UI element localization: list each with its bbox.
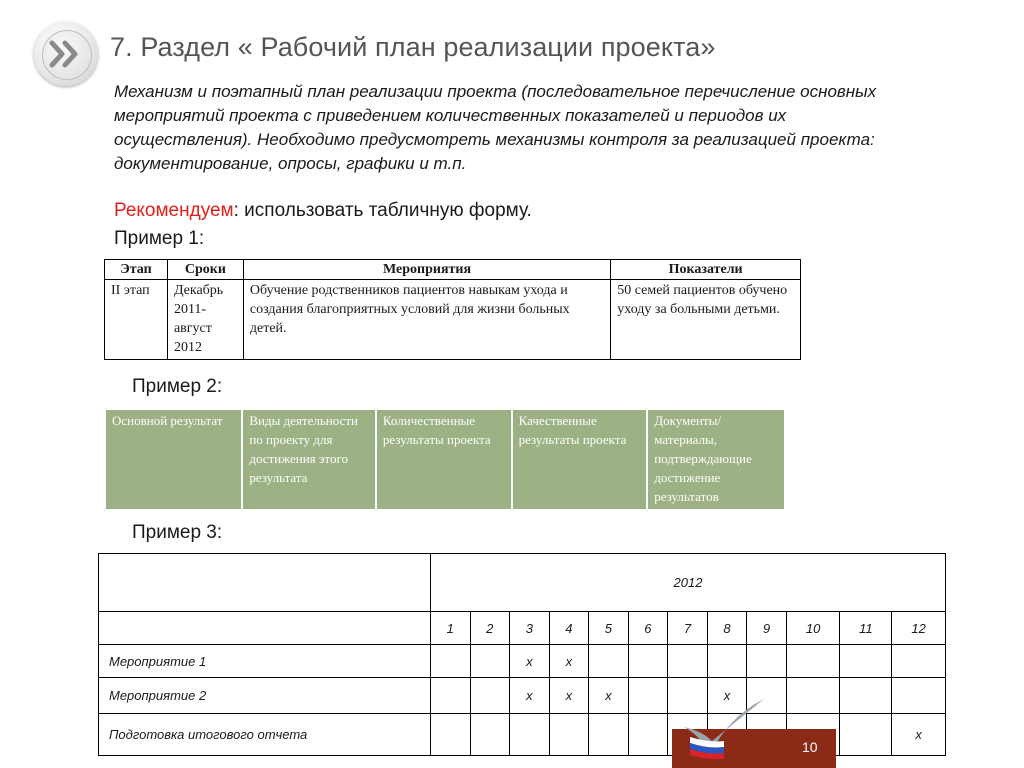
activity-label: Мероприятие 1 [99, 645, 431, 678]
empty-label-cell [99, 612, 431, 645]
schedule-cell [431, 645, 471, 678]
month-cell: 4 [549, 612, 589, 645]
month-cell: 3 [510, 612, 550, 645]
table-header-cell: Количественные результаты проекта [376, 409, 512, 510]
schedule-cell [892, 645, 946, 678]
activity-label: Подготовка итогового отчета [99, 714, 431, 756]
table-header-row [105, 260, 801, 280]
year-row [99, 554, 946, 612]
recommendation-text: : использовать табличную форму. [233, 200, 532, 221]
empty-corner-cell [99, 554, 431, 612]
table-header-cell: Виды деятельности по проекту для достижения этого результата [242, 409, 376, 510]
table-header-row [105, 409, 785, 510]
table-row [105, 280, 801, 360]
schedule-cell: x [892, 714, 946, 756]
month-cell: 7 [668, 612, 708, 645]
intro-text: Механизм и поэтапный план реализации проекта (последовательное перечисление основных мероприятий проекта с приведением количественных показателей и периодов их осуществления). Необходимо предусмотреть механизмы контроля за реализацией проекта: документирование, опросы, графики и т.п. [114, 82, 877, 173]
page-number: 10 [802, 739, 818, 755]
schedule-cell: x [549, 678, 589, 714]
month-cell: 11 [840, 612, 892, 645]
month-cell: 1 [431, 612, 471, 645]
recommendation [114, 200, 532, 222]
schedule-cell [549, 714, 589, 756]
stage-cell: II этап [105, 280, 168, 360]
month-cell: 5 [589, 612, 629, 645]
schedule-cell [747, 645, 787, 678]
schedule-cell [510, 714, 550, 756]
year-cell: 2012 [431, 554, 946, 612]
table-header-cell: Этап [105, 260, 168, 280]
example2-label: Пример 2: [132, 376, 223, 397]
schedule-cell: x [510, 678, 550, 714]
schedule-cell: x [510, 645, 550, 678]
table-header-cell: Основной результат [105, 409, 242, 510]
schedule-cell: x [707, 678, 747, 714]
schedule-cell [892, 678, 946, 714]
month-cell: 9 [747, 612, 787, 645]
nav-logo [34, 22, 98, 86]
double-chevron-right-icon [48, 40, 84, 68]
month-cell: 8 [707, 612, 747, 645]
schedule-cell [786, 645, 840, 678]
months-row [99, 612, 946, 645]
period-cell: Декабрь 2011-август 2012 [167, 280, 243, 360]
checkmark-flag-logo-icon [680, 697, 770, 759]
recommendation-highlight: Рекомендуем [114, 200, 234, 221]
schedule-cell [470, 678, 510, 714]
table-row [99, 645, 946, 678]
example1-table [104, 259, 801, 360]
schedule-cell [840, 714, 892, 756]
schedule-cell [470, 714, 510, 756]
month-cell: 2 [470, 612, 510, 645]
table-header-cell: Документы/материалы, подтверждающие достижение результатов [647, 409, 785, 510]
indicator-cell: 50 семей пациентов обучено уходу за больными детьми. [611, 280, 801, 360]
table-header-cell: Сроки [167, 260, 243, 280]
slide-title: 7. Раздел « Рабочий план реализации проекта» [110, 32, 716, 62]
example1-label: Пример 1: [114, 228, 205, 249]
schedule-cell [707, 645, 747, 678]
schedule-cell [840, 645, 892, 678]
schedule-cell: x [589, 678, 629, 714]
activity-cell: Обучение родственников пациентов навыкам ухода и создания благоприятных условий для жизни больных детей. [243, 280, 610, 360]
table-header-cell: Показатели [611, 260, 801, 280]
table-header-cell: Качественные результаты проекта [512, 409, 648, 510]
brand-footer [672, 697, 836, 768]
schedule-cell: x [549, 645, 589, 678]
activity-label: Мероприятие 2 [99, 678, 431, 714]
schedule-cell [431, 714, 471, 756]
example3-label: Пример 3: [132, 522, 223, 543]
schedule-cell [589, 714, 629, 756]
schedule-cell [628, 678, 668, 714]
schedule-cell [628, 714, 668, 756]
month-cell: 10 [786, 612, 840, 645]
example2-table [104, 408, 786, 511]
month-cell: 6 [628, 612, 668, 645]
schedule-cell [589, 645, 629, 678]
schedule-cell [840, 678, 892, 714]
table-header-cell: Мероприятия [243, 260, 610, 280]
schedule-cell [668, 645, 708, 678]
schedule-cell [628, 645, 668, 678]
schedule-cell [431, 678, 471, 714]
schedule-cell [470, 645, 510, 678]
month-cell: 12 [892, 612, 946, 645]
